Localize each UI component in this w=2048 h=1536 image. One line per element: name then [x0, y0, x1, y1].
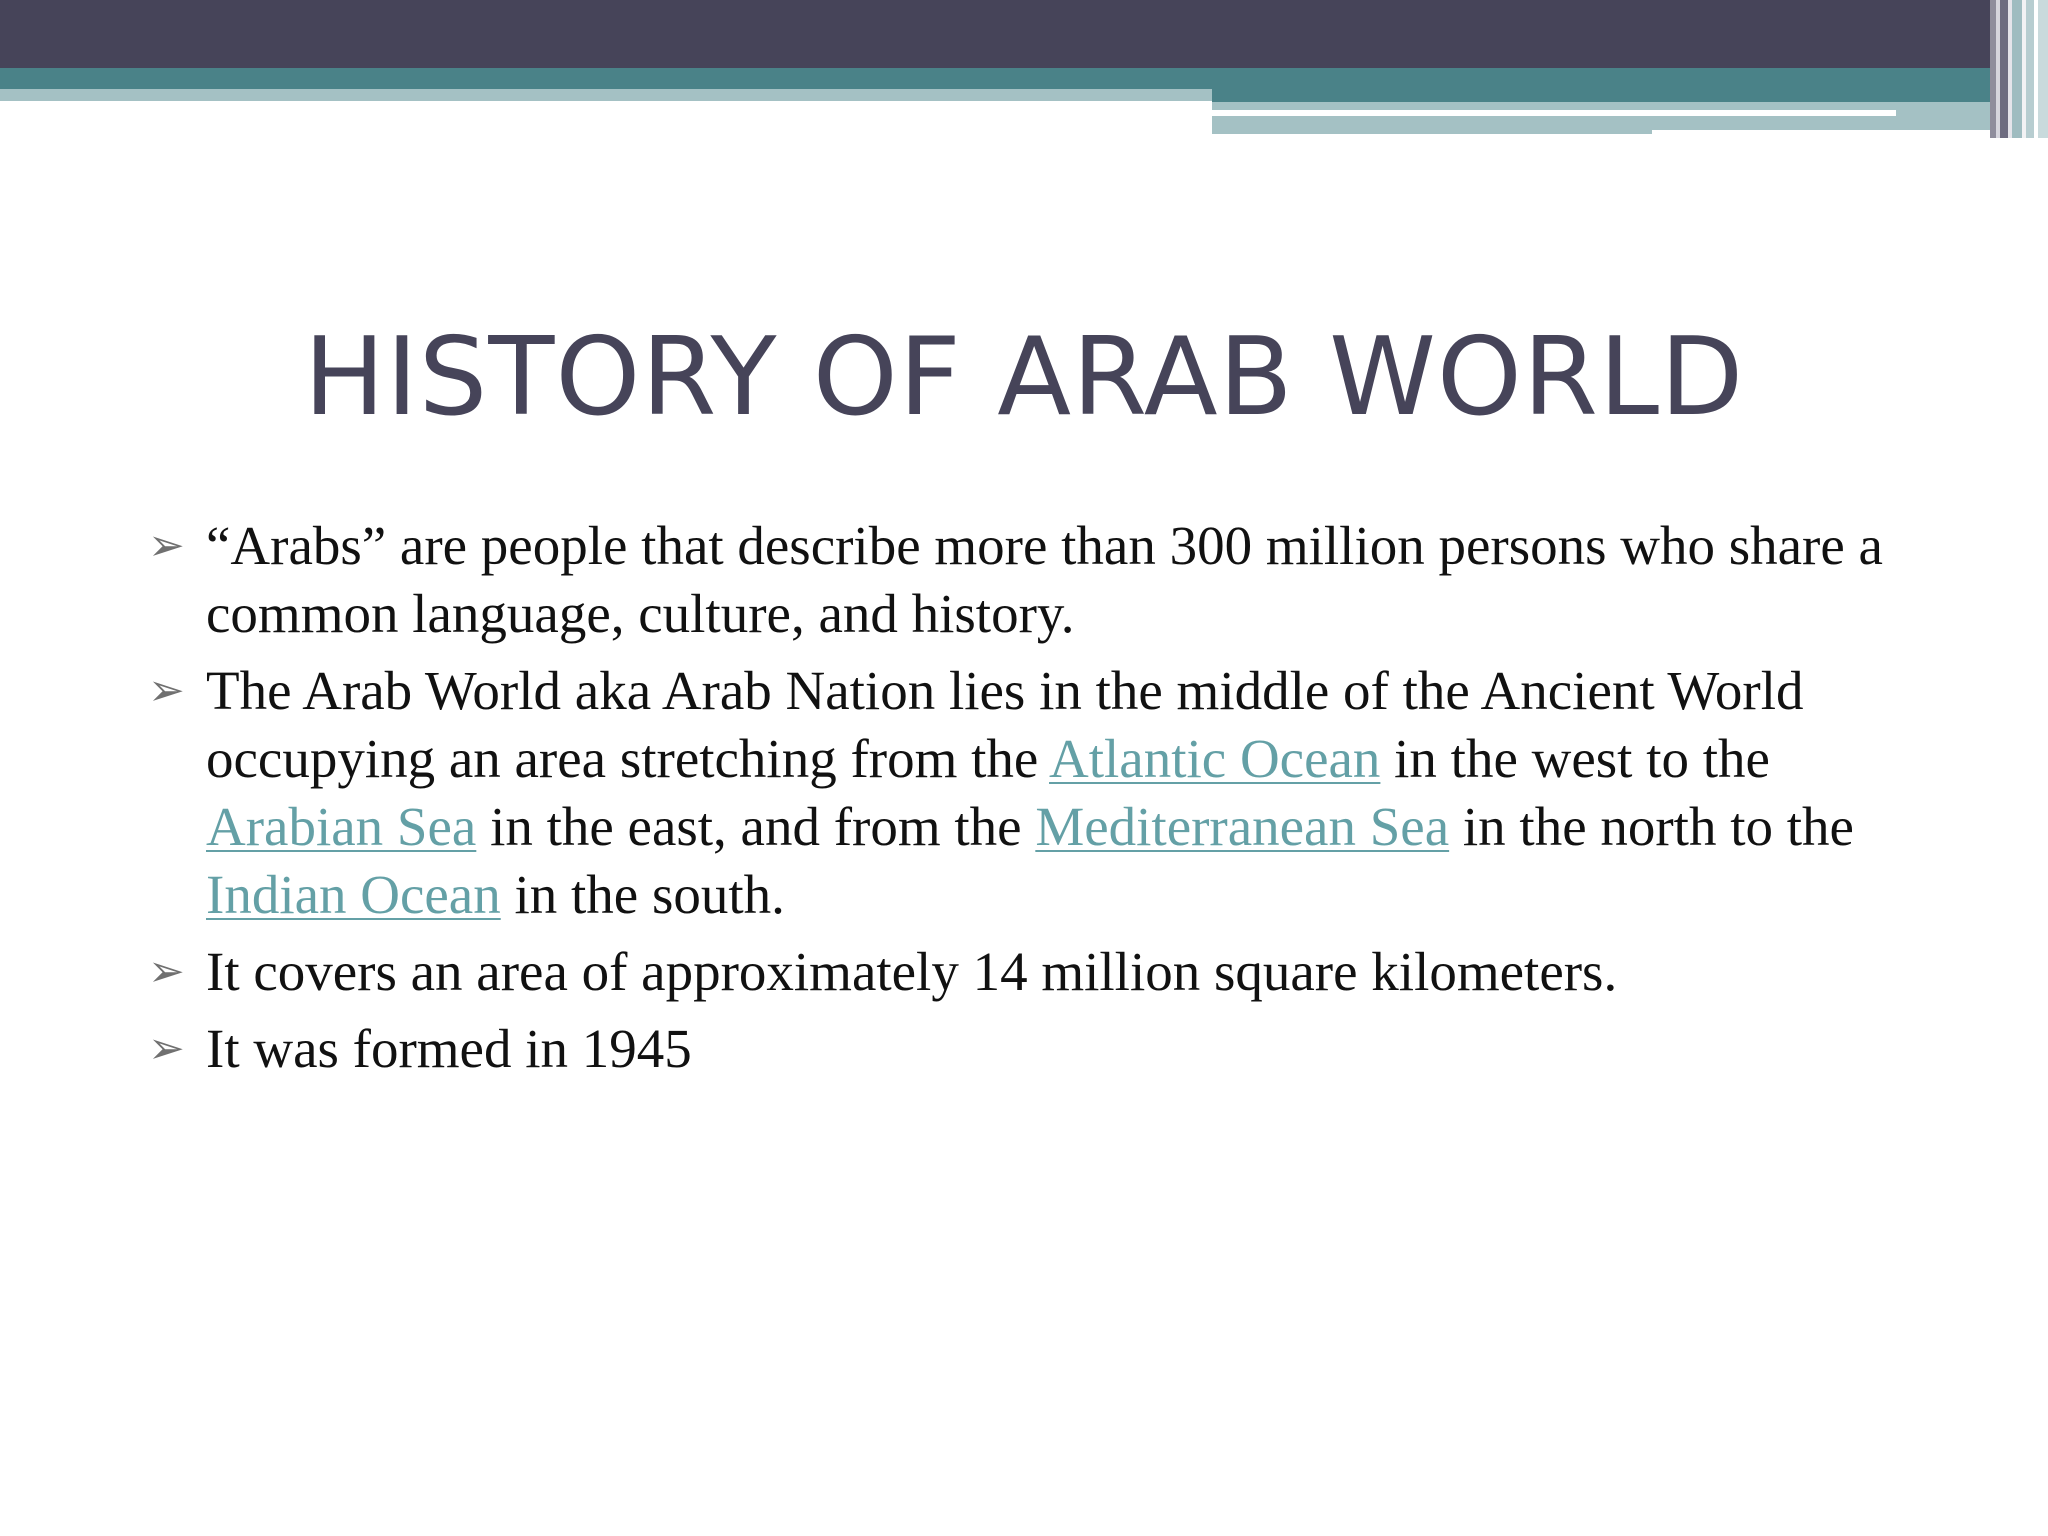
arrow-bullet-icon: ➢	[148, 665, 185, 716]
header-teal-band-right	[1212, 68, 2048, 102]
bullet-text: in the east, and from the	[476, 796, 1036, 857]
link-arabian-sea[interactable]: Arabian Sea	[206, 796, 477, 857]
header-white-line	[1212, 110, 1896, 116]
bullet-text: “Arabs” are people that describe more than 300 million persons who share a common language, culture, and history.	[206, 515, 1883, 644]
bullet-text: It was formed in 1945	[206, 1018, 692, 1079]
link-indian-ocean[interactable]: Indian Ocean	[206, 864, 501, 925]
bullet-text: in the north to the	[1449, 796, 1854, 857]
slide-title: HISTORY OF ARAB WORLD	[303, 315, 1745, 440]
arrow-bullet-icon: ➢	[148, 1023, 185, 1074]
header-stripes	[1990, 0, 2048, 138]
header-white-step	[1652, 130, 2048, 138]
bullet-text: in the south.	[500, 864, 785, 925]
bullet-list	[148, 512, 1908, 1092]
bullet-item	[148, 657, 1908, 929]
header-dark-band	[0, 0, 2048, 68]
link-atlantic-ocean[interactable]: Atlantic Ocean	[1049, 728, 1381, 789]
bullet-text: It covers an area of approximately 14 million square kilometers.	[206, 941, 1618, 1002]
bullet-text: in the west to the	[1380, 728, 1770, 789]
arrow-bullet-icon: ➢	[148, 520, 185, 571]
bullet-text: The Arab World aka Arab Nation lies in the middle of the Ancient World occupying an area stretching from the	[206, 660, 1804, 789]
bullet-item	[148, 1015, 1908, 1083]
bullet-item	[148, 938, 1908, 1006]
bullet-item	[148, 512, 1908, 648]
header-light-band-left	[0, 89, 1212, 101]
header-teal-band-left	[0, 68, 1212, 89]
link-mediterranean-sea[interactable]: Mediterranean Sea	[1035, 796, 1450, 857]
arrow-bullet-icon: ➢	[148, 946, 185, 997]
